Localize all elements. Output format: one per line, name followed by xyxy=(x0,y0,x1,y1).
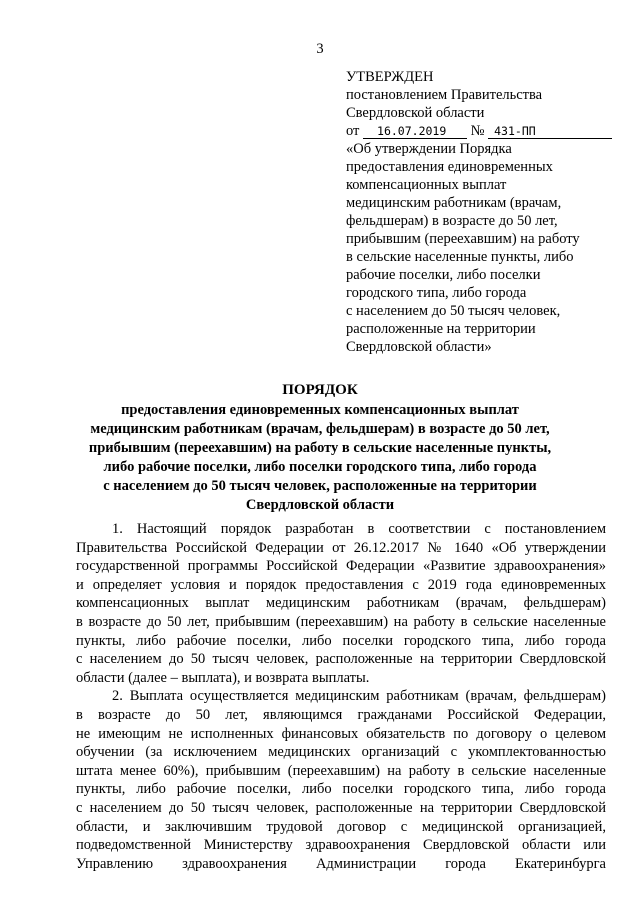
approval-by-line-2: Свердловской области xyxy=(346,105,485,121)
document-title-line: либо рабочие поселки, либо поселки городского типа, либо города xyxy=(103,459,537,475)
approval-title-line: городского типа, либо города xyxy=(346,285,527,301)
paragraph-line: области (далее – выплата), и возврата выплаты. xyxy=(76,669,370,686)
paragraph-line: 1. Настоящий порядок разработан в соответствии с постановлением xyxy=(112,521,606,537)
document-title-line: прибывшим (переехавшим) на работу в сельские населенные пункты, xyxy=(88,440,552,456)
word: Управлению xyxy=(76,855,154,872)
approval-title-line: расположенные на территории xyxy=(346,321,536,337)
approval-number: 431-ПП xyxy=(488,124,612,139)
approval-title-line: медицинским работникам (врачам, xyxy=(346,195,562,211)
approval-date: 16.07.2019 xyxy=(363,124,467,139)
word: Екатеринбурга xyxy=(514,855,606,872)
approval-title-line: прибывшим (переехавшим) на работу xyxy=(346,231,580,247)
approval-title-line: фельдшерам) в возрасте до 50 лет, xyxy=(346,213,558,229)
document-title xyxy=(0,381,640,515)
word: города xyxy=(445,855,486,872)
word: Администрации xyxy=(315,855,417,872)
document-heading: ПОРЯДОК xyxy=(282,382,358,398)
document-title-line: с населением до 50 тысяч человек, расположенные на территории xyxy=(103,478,537,494)
paragraph-line: и определяет условия и порядок предоставления с 2019 года единовременных xyxy=(76,576,606,593)
paragraph-line: государственной программы Российской Федерации «Развитие здравоохранения» xyxy=(76,558,606,575)
approval-title-line: компенсационных выплат xyxy=(346,177,507,193)
document-body xyxy=(76,520,606,873)
paragraph-line: штата менее 60%), прибывшим (переехавшим) на работу в сельские населенные xyxy=(76,762,606,779)
approval-heading: УТВЕРЖДЕН xyxy=(346,69,434,85)
approval-title-line: в сельские населенные пункты, либо xyxy=(346,249,574,265)
paragraph-line-justified xyxy=(76,855,606,874)
paragraph-line: пункты, либо рабочие поселки, либо поселки городского типа, либо города xyxy=(76,632,606,649)
paragraph-line: с населением до 50 тысяч человек, расположенные на территории Свердловской xyxy=(76,651,606,668)
document-title-line: медицинским работникам (врачам, фельдшерам) в возрасте до 50 лет, xyxy=(90,421,550,437)
paragraph-line: пункты, либо рабочие поселки, либо поселки городского типа, либо города xyxy=(76,781,606,798)
paragraph-line: 2. Выплата осуществляется медицинским работникам (врачам, фельдшерам) xyxy=(112,688,606,705)
paragraph-line: компенсационных выплат медицинским работникам (врачам, фельдшерам) xyxy=(76,595,606,612)
paragraph-1 xyxy=(76,520,606,687)
page-number: 3 xyxy=(316,41,324,57)
paragraph-line: области, и заключившим трудовой договор с медицинской организацией, xyxy=(76,818,606,835)
approval-stamp xyxy=(346,68,606,356)
paragraph-line: в возрасте до 50 лет, прибывшим (переехавшим) на работу в сельские населенные xyxy=(76,613,606,630)
approval-title-line: Свердловской области» xyxy=(346,339,492,355)
approval-title-line: рабочие поселки, либо поселки xyxy=(346,267,541,283)
approval-by-line-1: постановлением Правительства xyxy=(346,87,543,103)
paragraph-line: с населением до 50 тысяч человек, расположенные на территории Свердловской xyxy=(76,799,606,816)
number-prefix: № xyxy=(470,123,485,139)
approval-date-number-line xyxy=(346,122,606,140)
paragraph-line: Правительства Российской Федерации от 26.12.2017 № 1640 «Об утверждении xyxy=(76,539,606,556)
paragraph-2 xyxy=(76,687,606,873)
approval-title-line: с населением до 50 тысяч человек, xyxy=(346,303,561,319)
approval-title-line: «Об утверждении Порядка xyxy=(346,141,512,157)
document-title-line: предоставления единовременных компенсационных выплат xyxy=(121,402,519,418)
approval-title-line: предоставления единовременных xyxy=(346,159,553,175)
paragraph-line: обучении (за исключением медицинских организаций с укомплектованностью xyxy=(76,744,606,761)
word: здравоохранения xyxy=(182,855,287,872)
date-prefix: от xyxy=(346,123,360,139)
document-title-line: Свердловской области xyxy=(245,497,395,513)
paragraph-line: не имеющим не исполненных финансовых обязательств по договору о целевом xyxy=(76,725,606,742)
paragraph-line: подведомственной Министерству здравоохранения Свердловской области или xyxy=(76,837,606,854)
paragraph-line: в возрасте до 50 лет, являющимся гражданами Российской Федерации, xyxy=(76,706,606,723)
